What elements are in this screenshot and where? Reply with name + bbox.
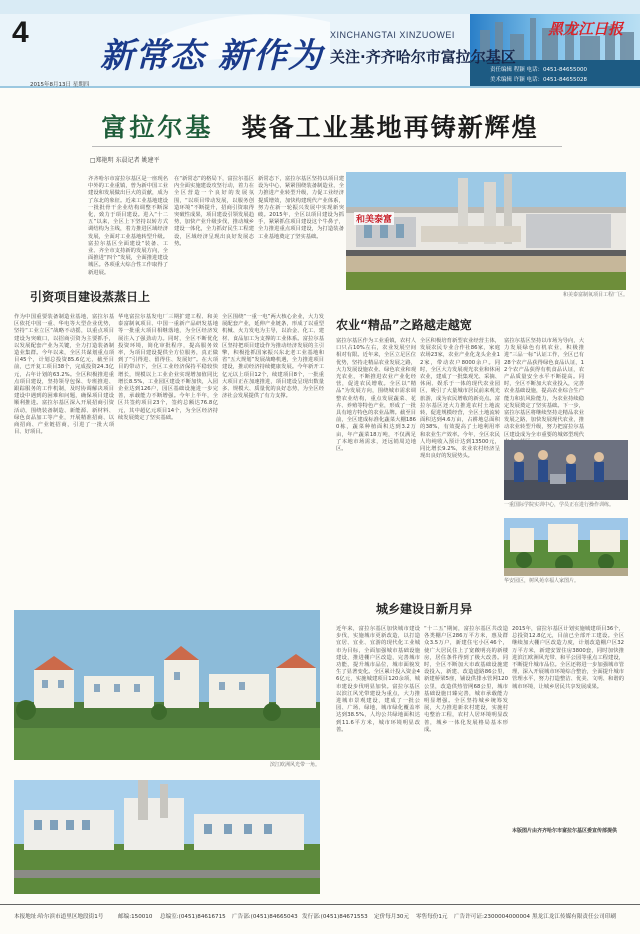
section-investment-title: 引资项目建设蒸蒸日上 [30, 290, 151, 304]
headline-main: 装备工业基地再铸新辉煌 [241, 113, 539, 142]
photo-plant [14, 780, 320, 894]
plant-illustration [14, 780, 320, 894]
headline-place: 富拉尔基 [101, 113, 214, 142]
riverside-illustration [14, 610, 320, 760]
footer-office: 总编室:(0451)84616715 [160, 914, 226, 920]
section-agriculture-col-3: 富拉尔基区坚持以市场为导向，大力发展绿色有机农业，积极推进“三品一标”认证工作，全区已有28个农产品获得绿色食品认证，12个农产品获得有机食品认证，农产品质量安全水平不断提高。同时，全区不断加大农业投入，完善农业基础设施，提高农业综合生产能力和抗风险能力，为农业持续稳定发展奠定了坚实基础。下一步，富拉尔基区将继续坚持走精品农业发展之路，加快发展现代农业，推动农业转型升级，努力把富拉尔基区建设成为全市重要的城郊型现代 [504, 338, 584, 438]
section-investment-col-2: 华电富拉尔基发电厂三期扩建工程、和美泰富制氧项目、中国一重新产品研发基地等一批重大项目相继落地，为全区经济发展注入了强劲动力。同时，全区不断优化投资环境，简化审批程序，提高服务效率，为项目建设提供全方位服务，真正做到了“引得进、留得住、发展好”。在大项目的带动下，全区工业经济保持平稳较快增长，规模以上工业企业实现增加值同比增长8.5%，工业园区建设不断加快，入园企业达到126户，园区基础设施进一步完善，承载能力不断增强。今年上半年，全区共签约项目23个，签约总额达76.8亿元，其中超亿元项目14个，为全区经济持续发展奠定了坚实基础。 [118, 314, 218, 421]
headline [0, 108, 640, 144]
section-urban-col-3: 2015年，富拉尔基区计划实施城建项目36个，总投资12.8亿元，目前已全部开工建设。全区继续加大棚户区改造力度，计划改造棚户区32万平方米，新建安置住房3800套，同时加快推进滨江欧洲风光带、和平公园等重点工程建设，不断提升城市品位。全区还将进一步加强城市管理，深入开展城市环境综合整治，全面提升城市管理水平，努力打造整洁、优美、文明、和谐的城市环境，让城乡居民共享发展成果。 [512, 626, 624, 690]
caption-garden: 华安园区，树风苑幸福人家图片。 [504, 578, 580, 584]
masthead-pinyin: XINCHANGTAI XINZUOWEI [330, 30, 455, 40]
photo-factory [346, 172, 626, 290]
masthead-slogan: 新常态 新作为 [100, 36, 323, 76]
masthead-date: 2015年8月13日 星期四 [30, 82, 90, 88]
garden-illustration [504, 518, 628, 576]
section-urban-col-2: “十二五”期间，富拉尔基区共改造各类棚户区286万平方米，惠及群众3.5万户，新建住宅小区46个，使广大居民住上了宽敞明亮的新楼房，居住条件得到了极大改善。同时，全区不断加大市政基础设施建设投入，新建、改造道路86公里，新建桥梁5座，铺设供排水管网120公里，改造供热管网68公里，城市基础设施日臻完善，城市承载能力明显增强。全区坚持城乡统筹发展，大力推进新农村建设，实施村屯整治工程，农村人居环境明显改善，城乡一体化发展格局基本形成。 [424, 626, 508, 733]
section-agriculture-col-1: 富拉尔基区作为工业重镇，农村人口只占10%左右，农业发展空间相对有限。近年来，全区立足区位优势，坚持走精品农业发展之路，大力发展设施农业、绿色农业和观光农业，不断推进农业产业化经营，促进农民增收。全区以“精品”为发展方向，围绕城市需求调整农业结构，重点发展蔬菜、花卉、养殖等特色产业，形成了一批具有地方特色的农业品牌。截至目前，全区建成标准化蔬菜大棚1860栋，蔬菜种植面积达到3.2万亩，年产蔬菜18万吨，不仅满足了本地市场需求，还远销周边地区。 [336, 338, 416, 453]
editor-info-2: 美术编辑 许颖 电话：0451-84655028 [490, 77, 587, 83]
intro-column-1: 齐齐哈尔市富拉尔基区是一座现名中外的工业重镇，曾为新中国工业建设和发展做出巨大的贡献，成为了东北的象征。近来工业基地建设一批批骨干企业结构调整不断深化，致力于项目建设。进入“十二五”以来，全区上下坚持以转方式调结构为主线，着力推进区域经济发展，全面对工业基地转型升级。富拉尔基区全面建设“装备、工业、齐全市支持新的发展方向，全面推进“四个”发展，全面推进建设城区。各项重大综合性工作取得了新进展。 [88, 176, 168, 276]
intro-column-2: 在“新常态”的格局下，富拉尔基区内全面实施建设攻坚行动，着力在全区营造一个良好的发展氛围，“以项目带动发展，以服务创造环境”不断提升，招商引资取得突破性成果，项目建设引领发展趋势，加快产业升级步伐，推动城乡建设一体化，全力抓好民生工程建设，区域经济呈现出良好发展态势。 [174, 176, 254, 247]
training-illustration [504, 440, 628, 500]
page-number: 4 [12, 16, 29, 49]
footer-postcode: 邮编:150010 [118, 914, 153, 920]
newspaper-logo: 黑龙江日报 [548, 20, 624, 38]
masthead [0, 0, 640, 88]
byline: □郑艳明 东晨记者 姚建平 [90, 157, 160, 164]
caption-training: 一重国际学院实训中心，学员正在进行操作训练。 [504, 502, 615, 508]
editor-info-1: 责任编辑 程颖 电话：0451-84655000 [490, 67, 587, 73]
masthead-section-title: 关注·齐齐哈尔市富拉尔基区 [330, 48, 516, 66]
footer-printer: 黑龙江龙江传媒有限责任公司印刷 [532, 914, 616, 920]
caption-factory: 和美泰富制氧项目工程厂区。 [562, 292, 628, 298]
section-urban-col-1: 近年来，富拉尔基区加快城市建设步伐，实施城市更新改造，以打造宜居、宜业、宜游的现代化工业城市为目标，全面加强城市基础设施建设，推进棚户区改造，完善城市功能，提升城市品位，城市面貌发生了显著变化。全区累计投入资金46亿元，实施城建项目120余项，城市建设步伐明显加快。富拉尔基区以滨江风光带建设为重点，大力推进城市景观建设，建成了一批公园、广场、绿地，城市绿化覆盖率达到38.5%，人均公共绿地面积达到11.6平方米，城市环境明显改善。 [336, 626, 420, 733]
footer-retail: 零售每份1元 [416, 914, 448, 920]
footer-price: 定价每月30元 [374, 914, 410, 920]
caption-riverside: 滨江欧洲风光带一角。 [269, 762, 320, 768]
section-agriculture-title: 农业“精品”之路越走越宽 [336, 318, 472, 332]
photo-credit: 本版图片由齐齐哈尔市富拉尔基区委宣传部提供 [512, 828, 618, 834]
factory-sign: 和美泰富 [354, 212, 394, 225]
headline-divider [92, 146, 562, 147]
footer-license: 广告许可证:2300004000004 [454, 914, 531, 920]
intro-column-3: 新常态下，富拉尔基区坚持以项目建设为中心，紧紧围绕装备制造业，全力推进产业转型升级，力促工业经济提质增效，加快构建现代产业体系，努力在新一轮振兴发展中实现新突破。2015年，全区以项目建设为抓手，紧紧抓住项目建设这个牛鼻子，全力推进重点项目建设，为打造装备工业基地奠定了坚实基础。 [258, 176, 344, 240]
footer-distribution: 发行部:(0451)84671553 [302, 914, 368, 920]
factory-illustration [346, 172, 626, 290]
photo-riverside [14, 610, 320, 760]
section-urban-title: 城乡建设日新月异 [376, 602, 473, 616]
footer-divider [0, 904, 640, 905]
section-investment-col-1: 作为中国重要装备制造业基地，富拉尔基区依托中国一重、华电等大型企业优势，坚持“工业立区”战略不动摇，以重点项目建设为突破口，以招商引资为主要抓手，以发展配套产业为关键，全力打造装备制造业集群。今年以来，全区共谋划重点项目45个，计划总投资85.6亿元，截至目前，已开复工项目38个，完成投资24.3亿元，占年计划的63.2%。全区积极推进重点项目建设，坚持领导包保、专班推进、跟踪服务的工作机制，及时协调解决项目建设中遇到的困难和问题，确保项目建设顺利推进。富拉尔基区深入开展招商引资活动，围绕装备制造、新能源、新材料、绿色食品加工等产业，开展精准招商、以商招商、产业链招商，引进了一批大项目、好项目。 [14, 314, 114, 436]
footer-address: 本报地址:哈尔滨市道里区地段街1号 [14, 914, 104, 920]
photo-garden [504, 518, 628, 576]
footer [0, 904, 640, 934]
photo-training [504, 440, 628, 500]
section-investment-col-3: 全区围绕“一重一电”两大核心企业，大力发展配套产业，延伸产业链条，形成了以重型机械、火力发电为主导，以冶金、化工、建材、食品加工为支撑的工业体系。富拉尔基区坚持把项目建设作为推动经济发展的主引擎，积极抢抓国家振兴东北老工业基地和省“五大规划”发展战略机遇，全力推进项目建设，推动经济持续健康发展。今年新开工亿元以上项目12个，续建项目8个，一批重大项目正在加速推进，项目建设呈现出数量多、规模大、质量优的良好态势，为全区经济社会发展提供了有力支撑。 [222, 314, 324, 400]
section-agriculture-col-2: 全区积极培育新型农业经营主体，发展农民专业合作社86家，家庭农场23家，农业产业化龙头企业12家，带动农户8000余户。同时，全区大力发展观光农业和休闲农业，建成了一批集观光、采摘、休闲、娱乐于一体的现代农业园区，吸引了大量城市居民前来观光旅游，成为农民增收的新亮点。富拉尔基区还大力推进农村土地流转，促进规模经营，全区土地流转面积达到4.6万亩，占耕地总面积的38%，有效提高了土地利用率和农业生产效率。今年，全区农民人均纯收入预计达到13500元，同比增长9.2%，农业农村经济呈现出良好的发展势头。 [420, 338, 500, 460]
footer-ads: 广告部:(0451)84665043 [232, 914, 298, 920]
